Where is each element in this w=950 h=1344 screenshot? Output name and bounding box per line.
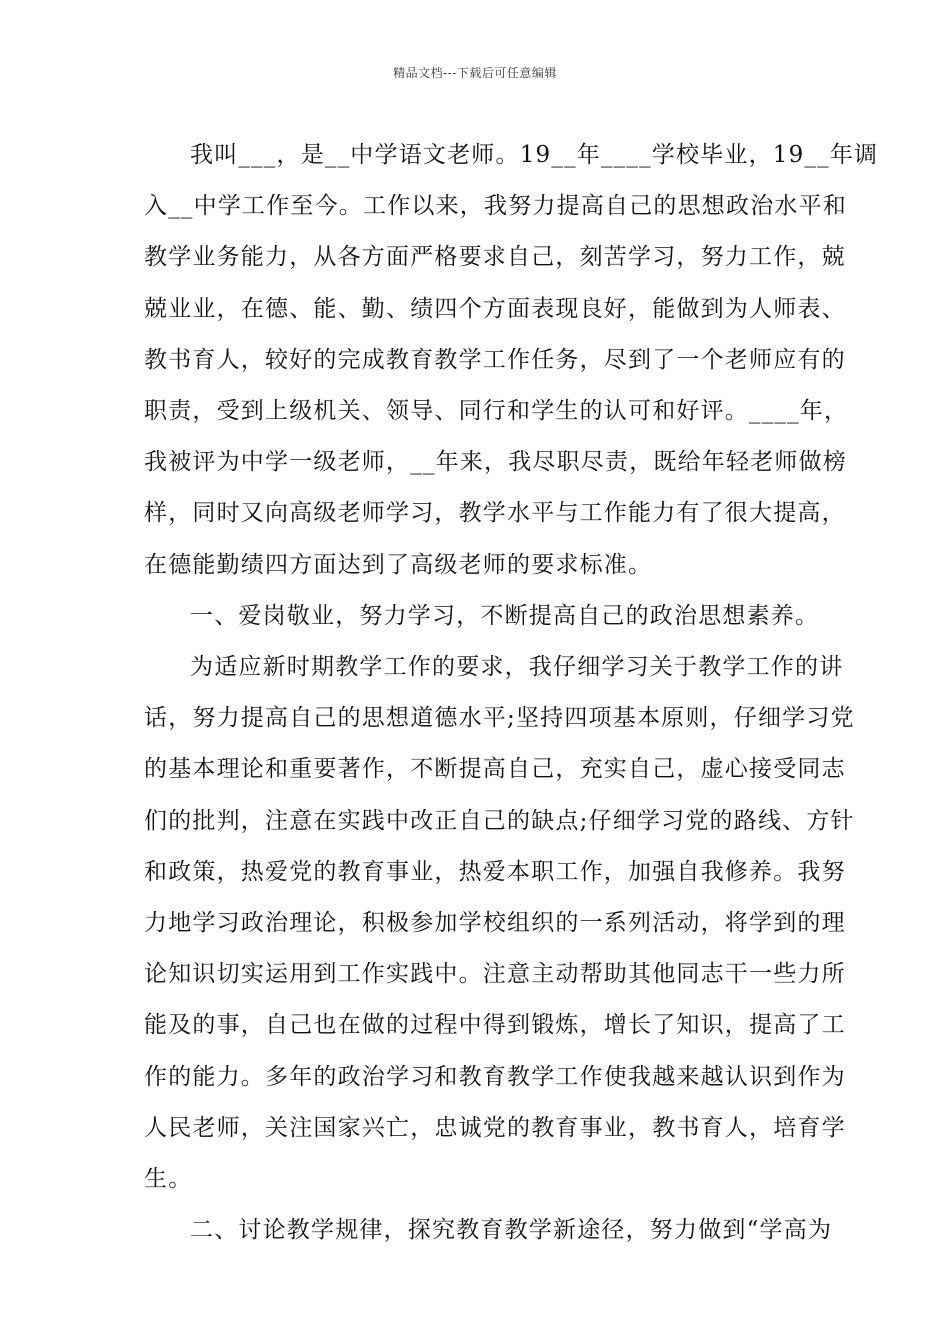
document-body [144,130,879,1256]
text-line: 们的批判，注意在实践中改正自己的缺点;仔细学习党的路线、方针 [144,807,855,834]
text-line: 作的能力。多年的政治学习和教育教学工作使我越来越认识到作为 [144,1063,846,1090]
text-line: 力地学习政治理论，积极参加学校组织的一系列活动，将学到的理 [144,910,846,937]
text-line: 论知识切实运用到工作实践中。注意主动帮助其他同志干一些力所 [144,961,846,988]
text-line: 和政策，热爱党的教育事业，热爱本职工作，加强自我修养。我努 [144,858,846,885]
text-line: 我被评为中学一级老师，__年来，我尽职尽责，既给年轻老师做榜 [144,449,847,476]
text-line: 人民老师，关注国家兴亡，忠诚党的教育事业，教书育人，培育学 [144,1114,846,1141]
text-line: 样，同时又向高级老师学习，教学水平与工作能力有了很大提高， [144,500,846,527]
text-line: 职责，受到上级机关、领导、同行和学生的认可和好评。____年， [144,398,849,425]
text-line: 入__中学工作至今。工作以来，我努力提高自己的思想政治水平和 [144,193,847,220]
text-line: 二、讨论教学规律，探究教育教学新途径，努力做到“学高为 [190,1217,833,1244]
text-line: 在德能勤绩四方面达到了高级老师的要求标准。 [144,551,653,578]
text-line: 生。 [144,1166,193,1193]
text-line: 兢业业，在德、能、勤、绩四个方面表现良好，能做到为人师表、 [144,295,846,322]
text-line: 话，努力提高自己的思想道德水平;坚持四项基本原则，仔细学习党 [144,705,855,732]
text-line: 教书育人，较好的完成教育教学工作任务，尽到了一个老师应有的 [144,346,846,373]
text-line: 一、爱岗敬业，努力学习，不断提高自己的政治思想素养。 [190,602,820,629]
section-heading-1 [144,591,820,642]
text-line: 教学业务能力，从各方面严格要求自己，刻苦学习，努力工作，兢 [144,244,846,271]
paragraph-intro [144,130,879,591]
section-heading-2 [144,1205,833,1256]
text-line: 为适应新时期教学工作的要求，我仔细学习关于教学工作的讲 [190,654,844,681]
paragraph-section-1 [144,642,855,1205]
text-line: 我叫___，是__中学语文老师。19__年____学校毕业，19__年调 [190,142,879,168]
text-line: 的基本理论和重要著作，不断提高自己，充实自己，虚心接受同志 [144,756,846,783]
page-header: 精品文档---下载后可任意编辑 [393,66,557,80]
text-line: 能及的事，自己也在做的过程中得到锻炼，增长了知识，提高了工 [144,1012,846,1039]
